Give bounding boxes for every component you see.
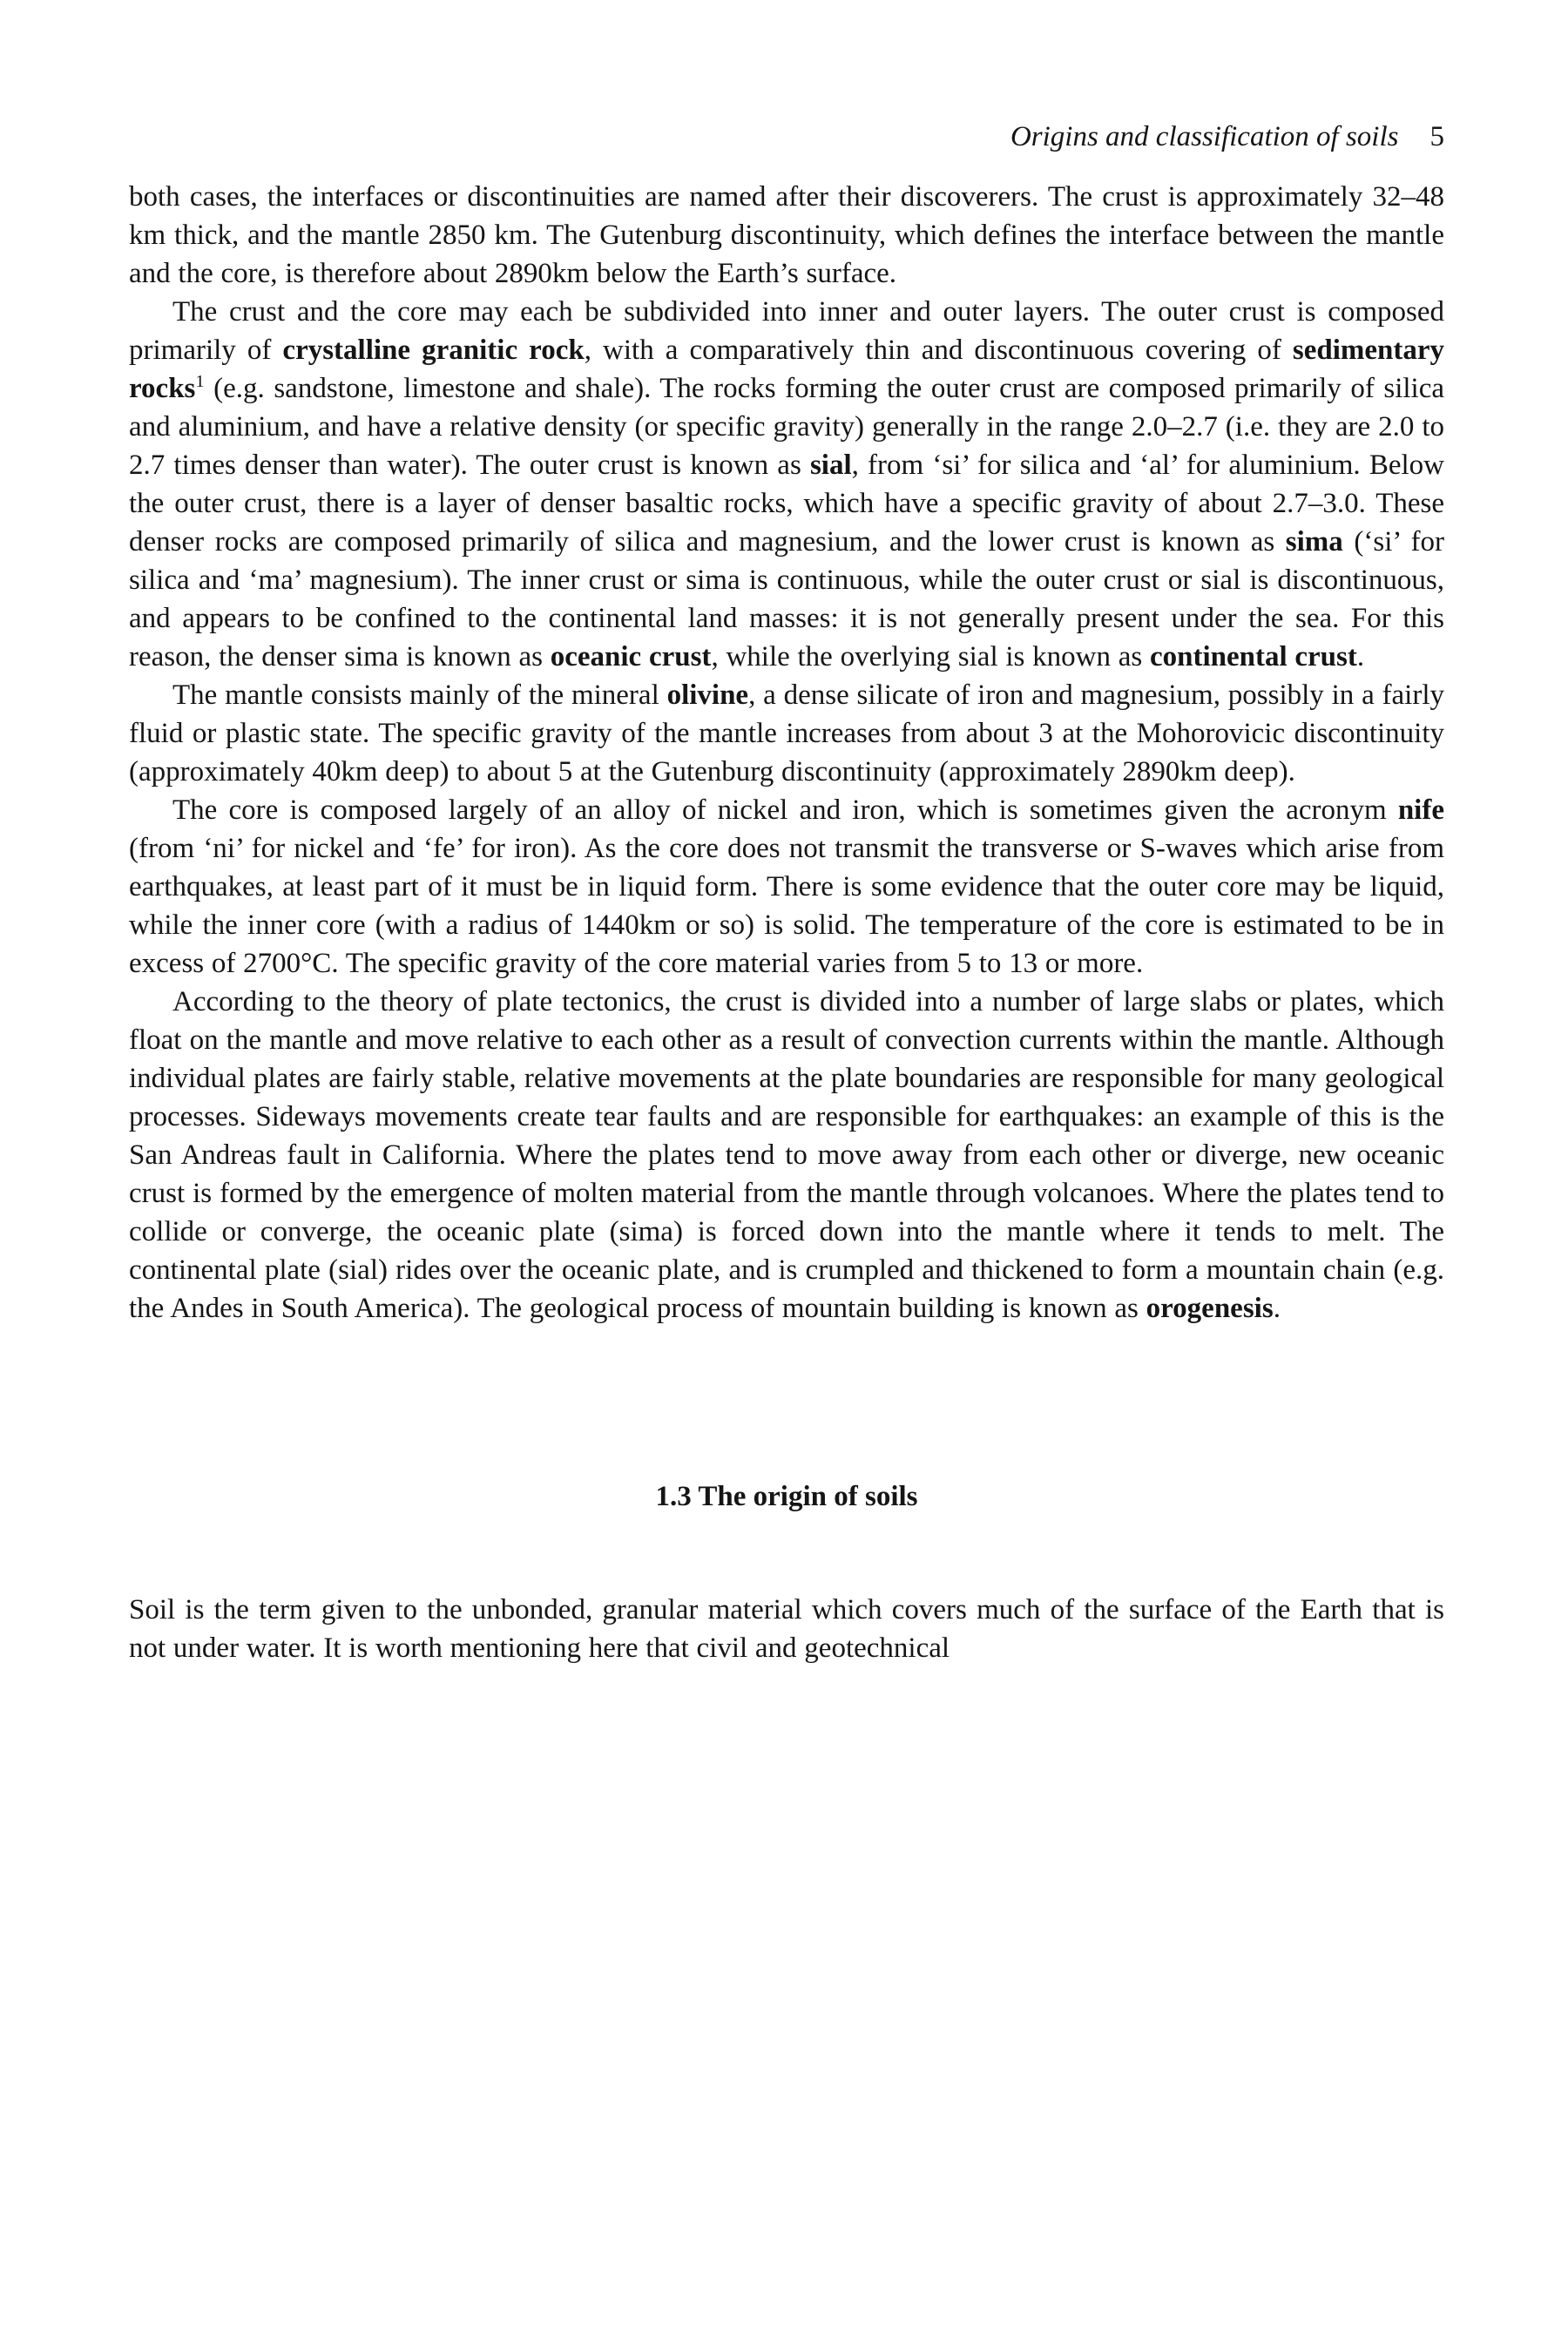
paragraph	[129, 293, 1444, 676]
text-segment: , from ‘si’ for silica and ‘al’ for aluminium. Below the outer crust, there is a layer of denser basaltic rocks, which have a specific gravity of about 2.7–3.0. These denser rocks are composed primarily of silica and magnesium, and the lower crust is known as	[129, 449, 1444, 558]
bold-term: sima	[1285, 526, 1343, 558]
bold-term: orogenesis	[1146, 1293, 1274, 1324]
bold-term: oceanic crust	[550, 641, 712, 672]
paragraph	[129, 676, 1444, 791]
text-segment: According to the theory of plate tectonics, the crust is divided into a number of large slabs or plates, which float on the mantle and move relative to each other as a result of convection currents within the mantle. Although individual plates are fairly stable, relative movements at the plate boundaries are responsible for many geological processes. Sideways movements create tear faults and are responsible for earthquakes: an example of this is the San Andreas fault in California. Where the plates tend to move away from each other or diverge, new oceanic crust is formed by the emergence of molten material from the mantle through volcanoes. Where the plates tend to collide or converge, the oceanic plate (sima) is forced down into the mantle where it tends to melt. The continental plate (sial) rides over the oceanic plate, and is crumpled and thickened to form a mountain chain (e.g. the Andes in South America). The geological process of mountain building is known as	[129, 986, 1444, 1324]
bold-term: olivine	[666, 679, 749, 711]
page-number: 5	[1429, 121, 1444, 152]
text-segment: Soil is the term given to the unbonded, granular material which covers much of the surface of the Earth that is not under water. It is worth mentioning here that civil and geotechnical	[129, 1594, 1444, 1664]
text-segment: (e.g. sandstone, limestone and shale). The rocks forming the outer crust are composed primarily of silica and aluminium, and have a relative density (or specific gravity) generally in the range 2.0–2.7 (i.e. they are 2.0 to 2.7 times denser than water). The outer crust is known as	[129, 373, 1444, 481]
text-segment: , while the overlying sial is known as	[711, 641, 1150, 672]
text-segment: , a dense silicate of iron and magnesium, possibly in a fairly fluid or plastic state. The specific gravity of the mantle increases from about 3 at the Mohorovicic discontinuity (approximately 40km deep) to about 5 at the Gutenburg discontinuity (approximately 2890km deep).	[129, 679, 1444, 787]
footnote-marker: 1	[195, 372, 205, 391]
bold-term: crystalline granitic rock	[282, 335, 585, 366]
text-segment: .	[1356, 641, 1365, 672]
text-segment: .	[1273, 1293, 1281, 1324]
text-segment: both cases, the interfaces or discontinuities are named after their discoverers. The crust is approximately 32–48 km thick, and the mantle 2850 km. The Gutenburg discontinuity, which defines the interface between the mantle and the core, is therefore about 2890km below the Earth’s surface.	[129, 181, 1444, 289]
bold-term: continental crust	[1149, 641, 1357, 672]
section-heading: 1.3 The origin of soils	[655, 1481, 918, 1512]
text-segment: The crust and the core may each be subdivided into inner and outer layers. The outer crust is composed primarily of	[129, 296, 1444, 366]
text-column	[129, 118, 1444, 1667]
paragraph	[129, 178, 1444, 293]
bold-term: sedimentary rocks	[129, 335, 1445, 404]
bold-term: sial	[809, 449, 852, 481]
text-segment: (‘si’ for silica and ‘ma’ magnesium). The inner crust or sima is continuous, while the outer crust or sial is discontinuous, and appears to be confined to the continental land masses: it is not generally present under the sea. For this reason, the denser sima is known as	[129, 526, 1444, 672]
body-text	[129, 178, 1444, 1667]
text-segment: (from ‘ni’ for nickel and ‘fe’ for iron). As the core does not transmit the transverse or S-waves which arise from earthquakes, at least part of it must be in liquid form. There is some evidence that the outer core may be liquid, while the inner core (with a radius of 1440km or so) is solid. The temperature of the core is estimated to be in excess of 2700°C. The specific gravity of the core material varies from 5 to 13 or more.	[129, 833, 1444, 979]
paragraph	[129, 1591, 1444, 1667]
text-segment: The core is composed largely of an alloy of nickel and iron, which is sometimes given the acronym	[172, 794, 1398, 826]
running-head	[129, 118, 1444, 155]
paragraph	[129, 791, 1444, 983]
text-segment: , with a comparatively thin and discontinuous covering of	[584, 335, 1293, 366]
paragraph	[129, 983, 1444, 1328]
text-segment: The mantle consists mainly of the mineral	[172, 679, 667, 711]
running-title: Origins and classification of soils	[1010, 121, 1399, 152]
bold-term: nife	[1397, 794, 1444, 826]
